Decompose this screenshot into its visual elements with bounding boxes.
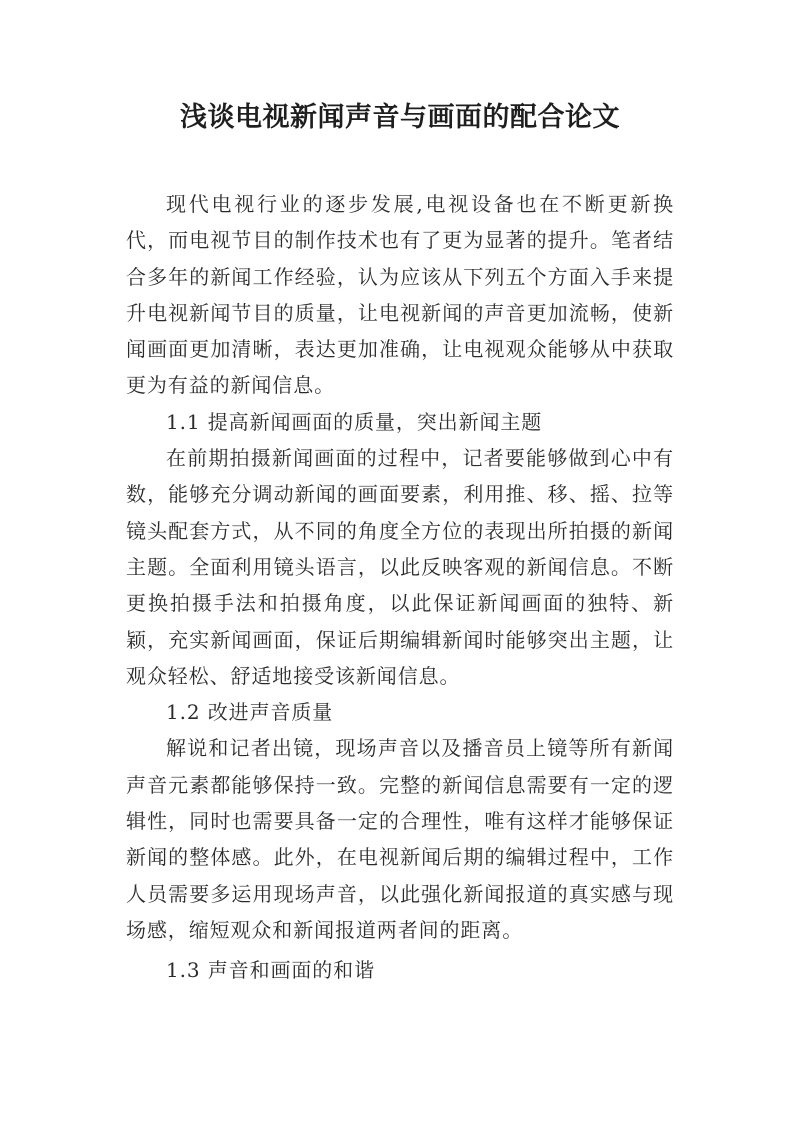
document-body — [126, 186, 674, 989]
section-heading-1-1: 1.1 提高新闻画面的质量，突出新闻主题 — [166, 409, 543, 434]
intro-paragraph: 现代电视行业的逐步发展,电视设备也在不断更新换代，而电视节目的制作技术也有了更为显著的提升。笔者结合多年的新闻工作经验，认为应该从下列五个方面入手来提升电视新闻节目的质量，让电视新闻的声音更加流畅，使新闻画面更加清晰，表达更加准确，让电视观众能够从中获取更为有益的新闻信息。 — [126, 192, 674, 398]
page-title: 浅谈电视新闻声音与画面的配合论文 — [180, 102, 620, 133]
section-heading-1-3: 1.3 声音和画面的和谐 — [166, 958, 375, 983]
section-paragraph-1-2: 解说和记者出镜，现场声音以及播音员上镜等所有新闻声音元素都能够保持一致。完整的新闻信息需要有一定的逻辑性，同时也需要具备一定的合理性，唯有这样才能够保证新闻的整体感。此外，在电视新闻后期的编辑过程中，工作人员需要多运用现场声音，以此强化新闻报道的真实感与现场感，缩短观众和新闻报道两者间的距离。 — [126, 736, 674, 942]
section-heading-1-2: 1.2 改进声音质量 — [166, 700, 334, 725]
section-paragraph-1-1: 在前期拍摄新闻画面的过程中，记者要能够做到心中有数，能够充分调动新闻的画面要素，利用推、移、摇、拉等镜头配套方式，从不同的角度全方位的表现出所拍摄的新闻主题。全面利用镜头语言，以此反映客观的新闻信息。不断更换拍摄手法和拍摄角度，以此保证新闻画面的独特、新颖，充实新闻画面，保证后期编辑新闻时能够突出主题，让观众轻松、舒适地接受该新闻信息。 — [126, 446, 674, 688]
